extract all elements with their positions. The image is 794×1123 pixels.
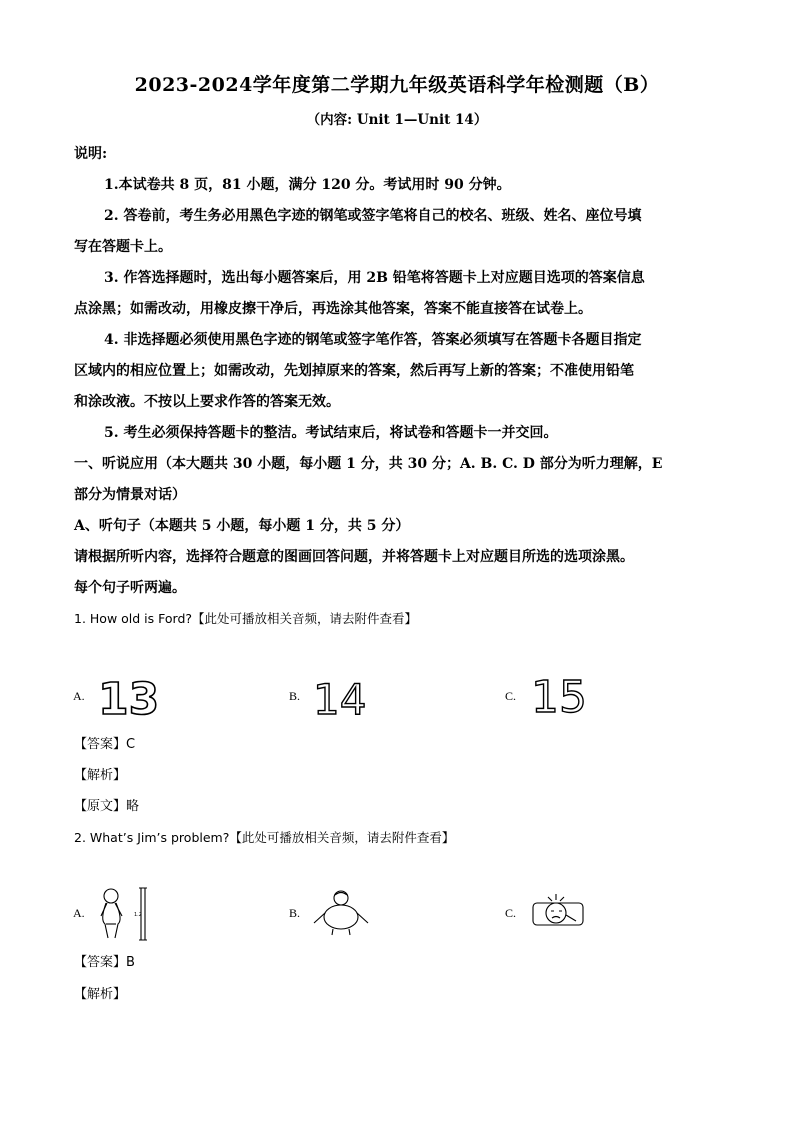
- original-tag: 【原文】: [74, 799, 127, 814]
- instruction-4a: 4. 非选择题必须使用黑色字迹的钢笔或签字笔作答，答案必须填写在答题卡各题目指定: [104, 332, 642, 348]
- q1-analysis-tag: 【解析】: [74, 768, 127, 783]
- q1-answer: [74, 733, 135, 752]
- part-a-direction-a: 请根据所听内容，选择符合题意的图画回答问题，并将答题卡上对应题目所选的选项涂黑。: [74, 549, 634, 565]
- section-heading-b: 部分为情景对话）: [74, 487, 186, 503]
- q2-analysis-tag: 【解析】: [74, 987, 127, 1002]
- part-a-heading: A、听句子（本题共 5 小题，每小题 1 分，共 5 分）: [74, 518, 410, 534]
- question-1-stem: 1. How old is Ford?【此处可播放相关音频，请去附件查看】: [74, 611, 418, 626]
- q1-option-b-image: [313, 675, 383, 724]
- instructions-label: 说明:: [74, 146, 108, 162]
- answer-value: C: [126, 737, 136, 752]
- q2-option-b-label: B.: [289, 906, 301, 920]
- q1-option-c-number: 15: [531, 672, 587, 723]
- instruction-3b: 点涂黑；如需改动，用橡皮擦干净后，再选涂其他答案，答案不能直接答在试卷上。: [74, 301, 592, 317]
- svg-text:1.2: 1.2: [134, 912, 142, 918]
- q1-option-a-image: [98, 674, 168, 725]
- q2-option-c-label: C.: [505, 906, 517, 920]
- instruction-1: 1.本试卷共 8 页，81 小题，满分 120 分。考试用时 90 分钟。: [104, 177, 511, 193]
- q1-option-a-number: 13: [98, 674, 160, 725]
- part-a-direction-b: 每个句子听两遍。: [74, 580, 186, 596]
- answer-tag: 【答案】: [74, 737, 127, 752]
- page-title: 2023-2024学年度第二学期九年级英语科学年检测题（B）: [134, 74, 660, 96]
- q2-option-b-image: [311, 889, 371, 935]
- q1-option-c-image: [531, 672, 601, 723]
- answer-value: B: [126, 955, 135, 970]
- q2-answer: [74, 951, 135, 970]
- q1-option-b-label: B.: [289, 689, 301, 703]
- question-2-stem: 2. What’s Jim’s problem?【此处可播放相关音频，请去附件查看】: [74, 830, 455, 845]
- instruction-2a: 2. 答卷前，考生务必用黑色字迹的钢笔或签字笔将自己的校名、班级、姓名、座位号填: [104, 208, 642, 224]
- instruction-4b: 区域内的相应位置上；如需改动，先划掉原来的答案，然后再写上新的答案；不准使用铅笔: [74, 363, 634, 379]
- instruction-5: 5. 考生必须保持答题卡的整洁。考试结束后，将试卷和答题卡一并交回。: [104, 425, 558, 441]
- instruction-2b: 写在答题卡上。: [74, 239, 172, 255]
- q1-original: [74, 795, 139, 814]
- q1-option-a-label: A.: [73, 689, 85, 703]
- q1-option-c-label: C.: [505, 689, 517, 703]
- q1-option-b-number: 14: [313, 675, 367, 724]
- page-subtitle: （内容: Unit 1—Unit 14）: [306, 112, 488, 128]
- original-value: 略: [126, 799, 140, 814]
- instruction-4c: 和涂改液。不按以上要求作答的答案无效。: [74, 394, 340, 410]
- instruction-3a: 3. 作答选择题时，选出每小题答案后，用 2B 铅笔将答题卡上对应题目选项的答案信息: [104, 270, 645, 286]
- q2-option-a-label: A.: [73, 906, 85, 920]
- section-heading-a: 一、听说应用（本大题共 30 小题，每小题 1 分，共 30 分；A. B. C. D 部分为听力理解，E: [74, 456, 663, 472]
- q2-option-a-image: [96, 886, 156, 942]
- q2-option-c-image: [530, 891, 586, 931]
- answer-tag: 【答案】: [74, 955, 127, 970]
